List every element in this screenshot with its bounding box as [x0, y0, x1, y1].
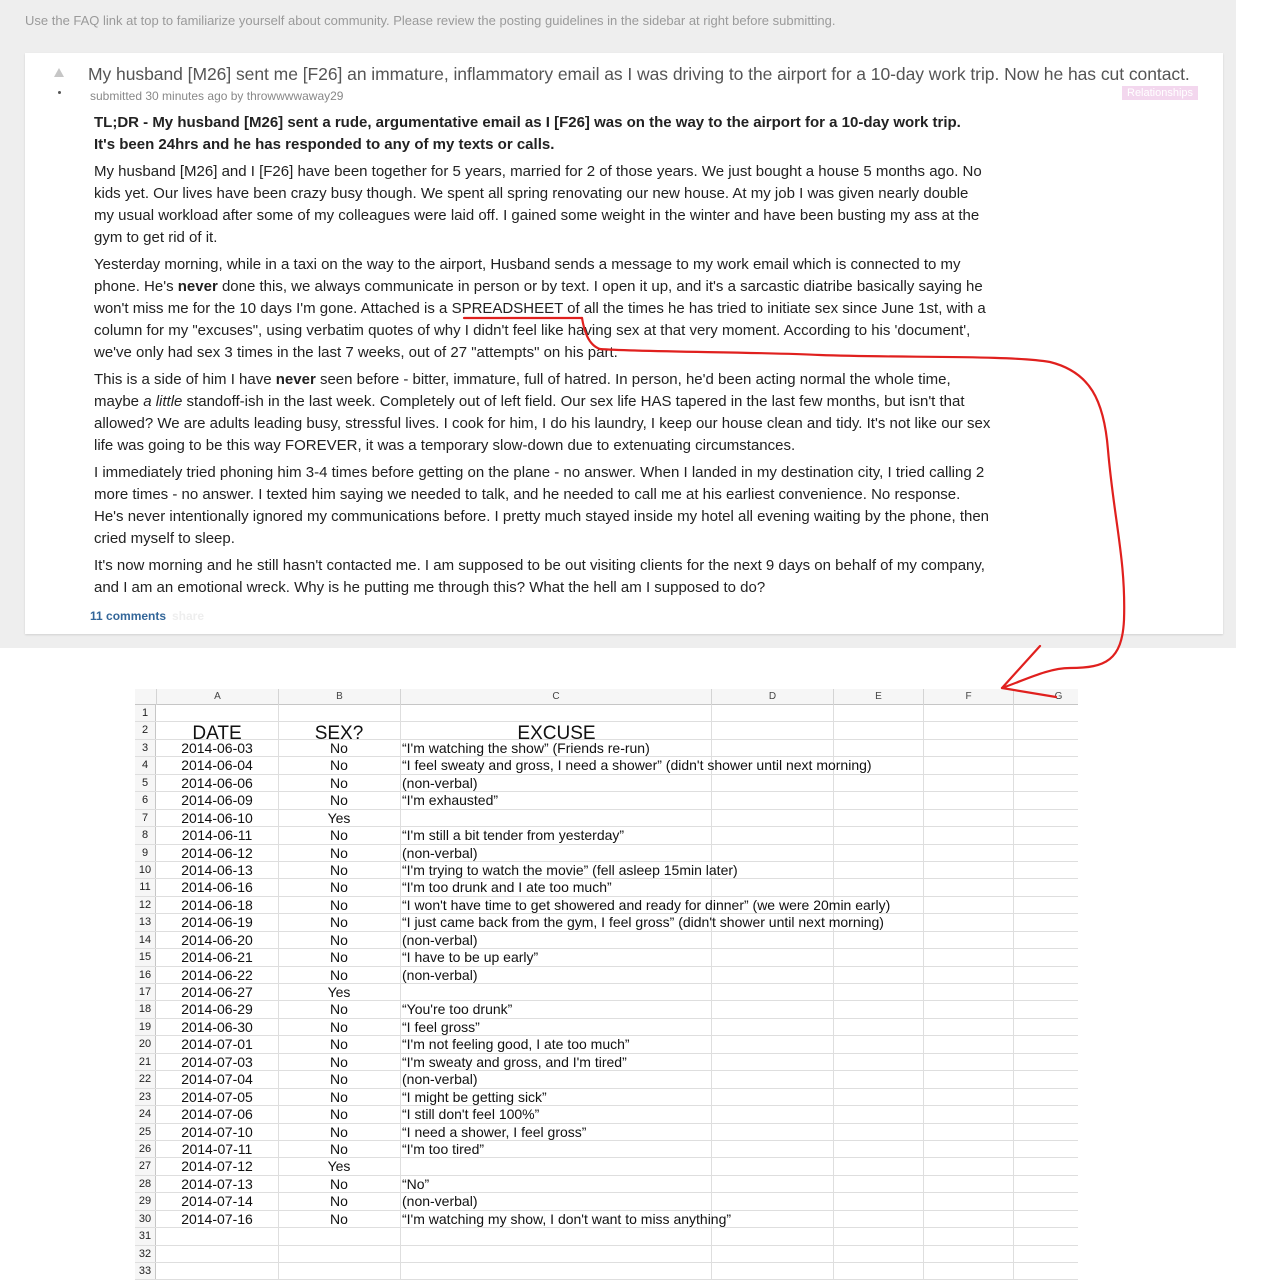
- post-title[interactable]: My husband [M26] sent me [F26] an immature, inflammatory email as I was driving to the airport for a 10-day work trip. Now he has cut contact.: [88, 64, 1190, 84]
- sex-cell[interactable]: No: [330, 1106, 348, 1123]
- excuse-cell[interactable]: “I'm sweaty and gross, and I'm tired”: [402, 1053, 627, 1070]
- sex-cell[interactable]: No: [330, 827, 348, 844]
- row-number[interactable]: 18: [135, 1001, 156, 1017]
- row-number[interactable]: 31: [135, 1228, 156, 1244]
- row-number[interactable]: 33: [135, 1263, 156, 1279]
- table-row: [135, 949, 1078, 966]
- sex-cell[interactable]: No: [330, 844, 348, 861]
- body-paragraph-3: This is a side of him I have never seen before - bitter, immature, full of hatred. In person, he'd been acting normal the whole time, maybe a little standoff-ish in the last week. Completely out of left field. Our sex life HAS tapered in the last few months, but isn't that allowed? We are adults leading busy, stressful lives. I cook for him, I do his laundry, I keep our house clean and tidy. It's not like our sex life was going to be this way FOREVER, it was a temporary slow-down due to extenuating circumstances.: [94, 371, 991, 454]
- excuse-cell[interactable]: “I need a shower, I feel gross”: [402, 1123, 587, 1140]
- header-cell-date[interactable]: DATE: [192, 723, 242, 745]
- tldr-line: It's been 24hrs and he has responded to any of my texts or calls.: [94, 136, 555, 153]
- sex-cell[interactable]: Yes: [327, 1158, 351, 1175]
- row-number[interactable]: 29: [135, 1193, 156, 1209]
- row-number[interactable]: 13: [135, 914, 156, 930]
- table-row: [135, 1228, 1078, 1245]
- excuse-cell[interactable]: (non-verbal): [402, 1193, 478, 1210]
- table-row: [135, 862, 1078, 879]
- date-cell[interactable]: 2014-07-03: [181, 1053, 253, 1070]
- date-cell[interactable]: 2014-06-20: [181, 931, 253, 948]
- table-row: [135, 1001, 1078, 1018]
- table-row: [135, 1124, 1078, 1141]
- row-number[interactable]: 7: [135, 810, 156, 826]
- body-paragraph-1: My husband [M26] and I [F26] have been together for 5 years, married for 2 of those years. We just bought a house 5 months ago. No kids yet. Our lives have been crazy busy though. We spent all spring renovating our new house. At my job I was given nearly double my usual workload after some of my colleagues were laid off. I gained some weight in the winter and have been busting my ass at the gym to get rid of it.: [94, 163, 982, 246]
- table-row: [135, 1158, 1078, 1175]
- row-number[interactable]: 21: [135, 1054, 156, 1070]
- excuse-cell[interactable]: “I feel sweaty and gross, I need a shower” (didn't shower until next morning): [402, 757, 872, 774]
- table-row: [135, 1246, 1078, 1263]
- excuse-cell[interactable]: (non-verbal): [402, 931, 478, 948]
- comments-link[interactable]: 11 comments: [90, 609, 167, 623]
- table-row: [135, 1019, 1078, 1036]
- row-number[interactable]: 25: [135, 1124, 156, 1140]
- sex-cell[interactable]: No: [330, 792, 348, 809]
- date-cell[interactable]: 2014-07-04: [181, 1071, 253, 1088]
- date-cell[interactable]: 2014-06-21: [181, 949, 253, 966]
- row-number[interactable]: 32: [135, 1246, 156, 1262]
- excuse-cell[interactable]: “I'm watching my show, I don't want to miss anything”: [402, 1210, 732, 1227]
- table-row: [135, 1193, 1078, 1210]
- sex-cell[interactable]: No: [330, 1001, 348, 1018]
- tldr-paragraph: [94, 112, 1044, 156]
- date-cell[interactable]: 2014-06-19: [181, 914, 253, 931]
- sex-cell[interactable]: No: [330, 1018, 348, 1035]
- column-header-g[interactable]: G: [1013, 689, 1078, 705]
- sex-cell[interactable]: [278, 1246, 400, 1262]
- column-header-bar: [135, 689, 1078, 705]
- table-row: [135, 1036, 1078, 1053]
- row-number[interactable]: 11: [135, 879, 156, 895]
- sex-cell[interactable]: No: [330, 931, 348, 948]
- tldr-line: TL;DR - My husband [M26] sent a rude, argumentative email as I [F26] was on the way to the airport for a 10-day work trip.: [94, 114, 961, 131]
- excuse-cell[interactable]: “I'm trying to watch the movie” (fell asleep 15min later): [402, 861, 738, 878]
- column-header-f[interactable]: F: [923, 689, 1013, 705]
- date-cell[interactable]: 2014-06-06: [181, 774, 253, 791]
- excuse-cell[interactable]: “I'm too drunk and I ate too much”: [402, 879, 612, 896]
- date-cell[interactable]: 2014-06-13: [181, 861, 253, 878]
- date-cell[interactable]: 2014-07-10: [181, 1123, 253, 1140]
- table-row: [135, 705, 1078, 722]
- table-row: [135, 1054, 1078, 1071]
- body-paragraph-2: Yesterday morning, while in a taxi on the way to the airport, Husband sends a message to my work email which is connected to my phone. He's never done this, we always communicate in person or by text. I open it up, and it's a sarcastic diatribe basically saying he won't miss me for the 10 days I'm gone. Attached is a SPREADSHEET of all the times he has tried to initiate sex since June 1st, with a column for my "excuses", using verbatim quotes of why I didn't feel like having sex at that very moment. According to his 'document', we've only had sex 3 times in the last 7 weeks, out of 27 "attempts" on his part.: [94, 256, 986, 361]
- excuse-cell[interactable]: “I won't have time to get showered and ready for dinner” (we were 20min early): [402, 896, 891, 913]
- table-row: [135, 1071, 1078, 1088]
- row-number[interactable]: 2: [135, 722, 156, 738]
- vote-score-dot-icon: [58, 91, 61, 94]
- sex-cell[interactable]: No: [330, 1071, 348, 1088]
- table-row: [135, 1211, 1078, 1228]
- table-row: [135, 740, 1078, 757]
- row-number[interactable]: 15: [135, 949, 156, 965]
- excuse-cell[interactable]: “I might be getting sick”: [402, 1088, 547, 1105]
- spreadsheet: [135, 689, 1078, 1280]
- date-cell[interactable]: 2014-06-27: [181, 984, 253, 1000]
- column-header-e[interactable]: E: [833, 689, 923, 705]
- post-meta: submitted 30 minutes ago by throwwwwaway29: [90, 89, 344, 103]
- sex-cell[interactable]: No: [330, 757, 348, 774]
- excuse-cell[interactable]: [401, 984, 402, 1000]
- date-cell[interactable]: 2014-07-12: [181, 1158, 253, 1175]
- table-row: [135, 967, 1078, 984]
- table-row: [135, 914, 1078, 931]
- column-header-c[interactable]: C: [400, 689, 711, 705]
- table-row: [135, 792, 1078, 809]
- date-cell[interactable]: 2014-07-16: [181, 1210, 253, 1227]
- sex-cell[interactable]: No: [330, 896, 348, 913]
- sex-cell[interactable]: No: [330, 949, 348, 966]
- row-number[interactable]: 14: [135, 932, 156, 948]
- row-number[interactable]: 12: [135, 897, 156, 913]
- table-row: [135, 897, 1078, 914]
- table-row: [135, 827, 1078, 844]
- excuse-cell[interactable]: [401, 810, 402, 826]
- row-number[interactable]: 16: [135, 967, 156, 983]
- posting-notice: Use the FAQ link at top to familiarize yourself about community. Please review the posting guidelines in the sidebar at right before submitting.: [25, 13, 836, 28]
- column-header-a[interactable]: A: [156, 689, 278, 705]
- sex-cell[interactable]: No: [330, 1036, 348, 1053]
- row-number[interactable]: 6: [135, 792, 156, 808]
- excuse-cell[interactable]: “I still don't feel 100%”: [402, 1106, 540, 1123]
- share-link[interactable]: share: [172, 609, 205, 623]
- excuse-cell[interactable]: “I'm not feeling good, I ate too much”: [402, 1036, 630, 1053]
- excuse-cell[interactable]: (non-verbal): [402, 1071, 478, 1088]
- excuse-cell[interactable]: “I'm watching the show” (Friends re-run): [402, 739, 650, 756]
- sex-cell[interactable]: Yes: [327, 809, 351, 826]
- date-cell[interactable]: 2014-06-16: [181, 879, 253, 896]
- header-cell-sex[interactable]: SEX?: [314, 723, 364, 745]
- sex-cell[interactable]: No: [330, 739, 348, 756]
- post-card: [25, 53, 1223, 634]
- date-cell[interactable]: [156, 1228, 278, 1244]
- table-row: [135, 757, 1078, 774]
- body-paragraph-4: I immediately tried phoning him 3-4 times before getting on the plane - no answer. When I landed in my destination city, I tried calling 2 more times - no answer. I texted him saying we needed to talk, and he needed to call me at his earliest convenience. No response. He's never intentionally ignored my communications before. I pretty much stayed inside my hotel all evening waiting by the phone, then cried myself to sleep.: [94, 464, 990, 547]
- excuse-cell[interactable]: [401, 1158, 402, 1174]
- table-row: [135, 932, 1078, 949]
- column-header-d[interactable]: D: [711, 689, 833, 705]
- post-body: [94, 112, 1044, 604]
- row-number[interactable]: 5: [135, 775, 156, 791]
- excuse-cell[interactable]: “I feel gross”: [402, 1018, 480, 1035]
- excuse-cell[interactable]: (non-verbal): [402, 774, 478, 791]
- flair-badge: Relationships: [1122, 86, 1198, 100]
- date-cell[interactable]: 2014-07-01: [181, 1036, 253, 1053]
- date-cell[interactable]: 2014-06-12: [181, 844, 253, 861]
- date-cell[interactable]: 2014-06-11: [181, 827, 253, 844]
- excuse-cell[interactable]: “I'm too tired”: [402, 1140, 485, 1157]
- row-number[interactable]: 28: [135, 1176, 156, 1192]
- excuse-cell[interactable]: [401, 1263, 402, 1279]
- date-cell[interactable]: 2014-06-29: [181, 1001, 253, 1018]
- column-header-b[interactable]: B: [278, 689, 400, 705]
- excuse-cell[interactable]: “I have to be up early”: [402, 949, 539, 966]
- table-row: [135, 845, 1078, 862]
- sex-cell[interactable]: No: [330, 1193, 348, 1210]
- sex-cell[interactable]: No: [330, 914, 348, 931]
- date-cell[interactable]: 2014-06-10: [181, 809, 253, 826]
- excuse-cell[interactable]: [401, 1246, 402, 1262]
- date-cell[interactable]: 2014-07-06: [181, 1106, 253, 1123]
- row-number[interactable]: 10: [135, 862, 156, 878]
- date-cell[interactable]: 2014-07-11: [181, 1140, 253, 1157]
- date-cell[interactable]: 2014-06-22: [181, 966, 253, 983]
- row-number[interactable]: 26: [135, 1141, 156, 1157]
- sex-cell[interactable]: No: [330, 861, 348, 878]
- table-row: [135, 775, 1078, 792]
- row-number[interactable]: 17: [135, 984, 156, 1000]
- excuse-cell[interactable]: “You're too drunk”: [402, 1001, 513, 1018]
- row-number[interactable]: 20: [135, 1036, 156, 1052]
- date-cell[interactable]: 2014-06-03: [181, 739, 253, 756]
- header-cell-excuse[interactable]: EXCUSE: [517, 723, 596, 745]
- row-number[interactable]: 27: [135, 1158, 156, 1174]
- row-number[interactable]: 22: [135, 1071, 156, 1087]
- sex-cell[interactable]: No: [330, 1175, 348, 1192]
- excuse-cell[interactable]: (non-verbal): [402, 966, 478, 983]
- table-row: [135, 879, 1078, 896]
- date-cell[interactable]: [156, 1263, 278, 1279]
- sex-cell[interactable]: No: [330, 774, 348, 791]
- excuse-cell[interactable]: “I'm still a bit tender from yesterday”: [402, 827, 625, 844]
- excuse-cell[interactable]: “I just came back from the gym, I feel gross” (didn't shower until next morning): [402, 914, 884, 931]
- date-cell[interactable]: 2014-07-14: [181, 1193, 253, 1210]
- date-cell[interactable]: 2014-06-04: [181, 757, 253, 774]
- row-number[interactable]: 8: [135, 827, 156, 843]
- date-cell[interactable]: 2014-06-30: [181, 1018, 253, 1035]
- sex-cell[interactable]: [278, 1228, 400, 1244]
- body-paragraph-5: It's now morning and he still hasn't contacted me. I am supposed to be out visiting clients for the next 9 days on behalf of my company, and I am an emotional wreck. Why is he putting me through this? What the hell am I supposed to do?: [94, 557, 985, 596]
- sex-cell[interactable]: [278, 1263, 400, 1279]
- row-number[interactable]: 9: [135, 845, 156, 861]
- table-row: [135, 984, 1078, 1001]
- row-number[interactable]: 3: [135, 740, 156, 756]
- table-row: [135, 1141, 1078, 1158]
- sex-cell[interactable]: No: [330, 879, 348, 896]
- sheet-rows: [135, 705, 1078, 1280]
- sex-cell[interactable]: No: [330, 1210, 348, 1227]
- upvote-arrow-icon[interactable]: [54, 68, 64, 77]
- sex-cell[interactable]: No: [330, 1088, 348, 1105]
- date-cell[interactable]: 2014-07-05: [181, 1088, 253, 1105]
- date-cell[interactable]: [156, 1246, 278, 1262]
- excuse-cell[interactable]: “No”: [402, 1175, 430, 1192]
- sex-cell[interactable]: No: [330, 1123, 348, 1140]
- table-header-row: [135, 722, 1078, 745]
- reddit-page: [0, 0, 1236, 648]
- row-number[interactable]: 1: [135, 705, 156, 721]
- row-number[interactable]: 30: [135, 1211, 156, 1227]
- row-number[interactable]: 4: [135, 757, 156, 773]
- row-number[interactable]: 19: [135, 1019, 156, 1035]
- excuse-cell[interactable]: “I'm exhausted”: [402, 792, 499, 809]
- table-row: [135, 1106, 1078, 1123]
- date-cell[interactable]: 2014-06-18: [181, 896, 253, 913]
- table-row: [135, 1089, 1078, 1106]
- table-row: [135, 1263, 1078, 1280]
- table-row: [135, 1176, 1078, 1193]
- date-cell[interactable]: 2014-06-09: [181, 792, 253, 809]
- sex-cell[interactable]: No: [330, 966, 348, 983]
- row-number[interactable]: 24: [135, 1106, 156, 1122]
- excuse-cell[interactable]: (non-verbal): [402, 844, 478, 861]
- sex-cell[interactable]: No: [330, 1140, 348, 1157]
- sex-cell[interactable]: Yes: [327, 984, 351, 1000]
- row-number[interactable]: 23: [135, 1089, 156, 1105]
- table-row: [135, 810, 1078, 827]
- date-cell[interactable]: 2014-07-13: [181, 1175, 253, 1192]
- excuse-cell[interactable]: [401, 1228, 402, 1244]
- sex-cell[interactable]: No: [330, 1053, 348, 1070]
